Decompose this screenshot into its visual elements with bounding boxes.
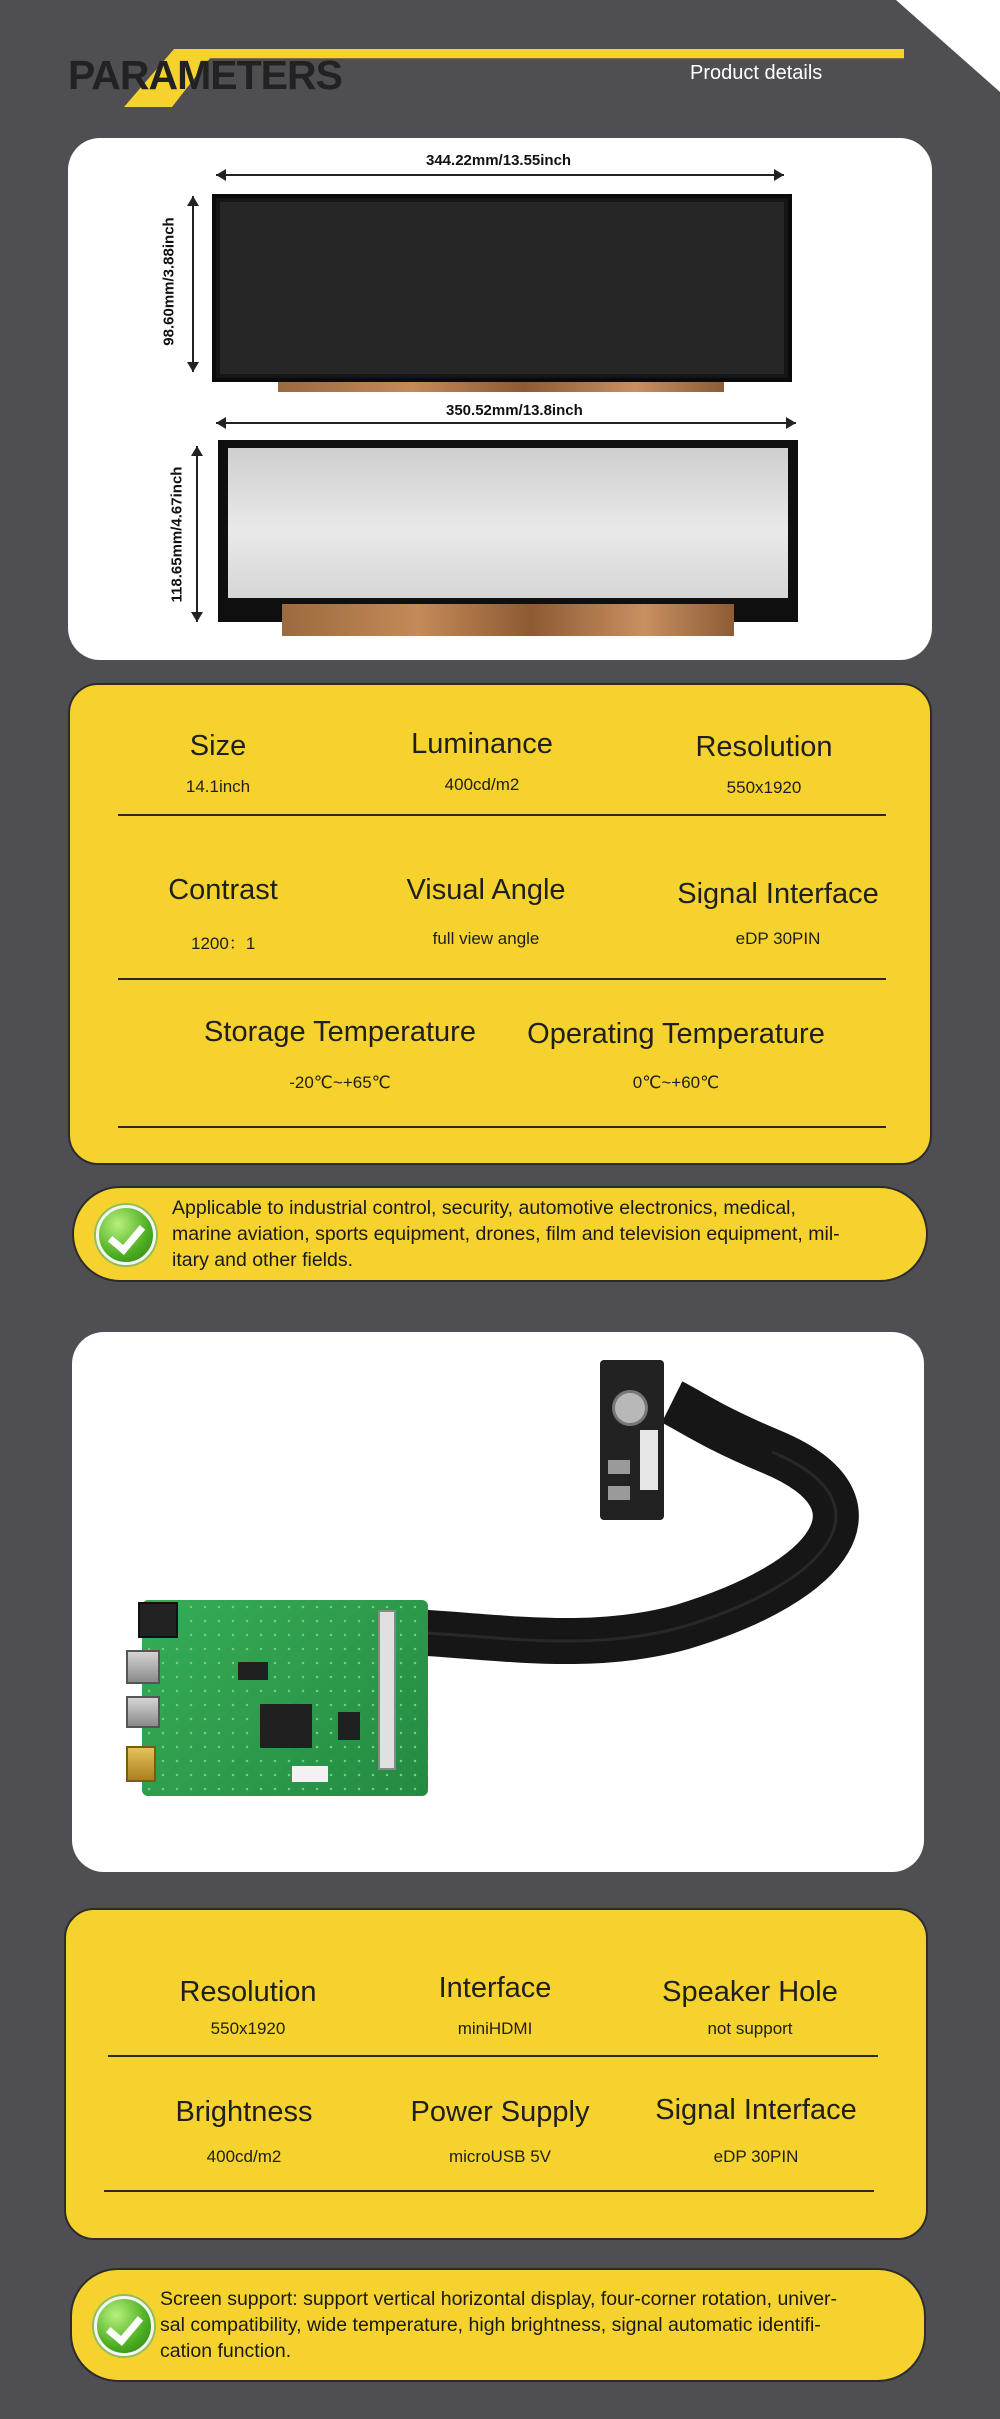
screen-support-note <box>70 2268 926 2382</box>
back-flex-cable <box>282 604 734 636</box>
spec-value: eDP 30PIN <box>735 929 821 948</box>
spec-value: full view angle <box>432 929 540 948</box>
spec-value: 0℃~+60℃ <box>632 1073 720 1092</box>
spec-label: Power Supply <box>410 2096 590 2128</box>
front-panel-image <box>212 194 792 382</box>
divider <box>118 814 886 816</box>
spec-luminance <box>382 728 582 795</box>
front-height-dimension-line <box>192 196 194 372</box>
screen-support-text: Screen support: support vertical horizontal display, four-corner rotation, univer- sal compatibility, wide temperature, high brightness, signal automatic identifi- cation function. <box>160 2288 838 2362</box>
spec-value: microUSB 5V <box>448 2147 552 2166</box>
fpc-connector <box>378 1610 396 1770</box>
spec-label: Brightness <box>175 2096 313 2128</box>
front-width-dimension-line <box>216 174 784 176</box>
divider <box>104 2190 874 2192</box>
spec-signal-interface <box>658 878 898 949</box>
spec-label: Operating Temperature <box>527 1018 825 1050</box>
spec-visual-angle <box>371 874 601 949</box>
board-spec-interface <box>395 1972 595 2039</box>
checkmark-icon <box>94 2296 154 2356</box>
page-subtitle: Product details <box>690 62 823 84</box>
board-spec-speaker-hole <box>640 1976 860 2039</box>
spec-label: Storage Temperature <box>204 1016 476 1048</box>
applications-note <box>72 1186 928 1282</box>
spec-operating-temperature <box>516 1018 836 1093</box>
spec-label: Resolution <box>179 1976 317 2008</box>
spec-value: 1200：1 <box>191 934 256 953</box>
back-height-dimension-line <box>196 446 198 622</box>
spec-value: miniHDMI <box>457 2019 533 2038</box>
spec-value: eDP 30PIN <box>713 2147 799 2166</box>
board-spec-signal-interface <box>636 2094 876 2167</box>
spec-value: 550x1920 <box>726 778 802 797</box>
spec-value: 400cd/m2 <box>444 775 520 794</box>
driver-board-image <box>142 1600 428 1796</box>
divider <box>108 2055 878 2057</box>
page-title: PARAMETERS <box>68 52 342 98</box>
spec-resolution <box>664 731 864 798</box>
driver-board-card <box>72 1332 924 1872</box>
usb-port-image <box>126 1650 160 1684</box>
spec-storage-temperature <box>190 1016 490 1093</box>
spec-label: Interface <box>438 1972 552 2004</box>
spec-label: Contrast <box>168 874 278 906</box>
spec-label: Luminance <box>411 728 553 760</box>
spec-label: Visual Angle <box>406 874 566 906</box>
spec-label: Size <box>189 730 247 762</box>
spec-size <box>118 730 318 797</box>
board-spec-power-supply <box>380 2096 620 2167</box>
checkmark-icon <box>96 1205 156 1265</box>
divider <box>118 1126 886 1128</box>
back-width-label: 350.52mm/13.8inch <box>446 402 583 419</box>
spec-value: not support <box>707 2019 793 2038</box>
divider <box>118 978 886 980</box>
spec-label: Signal Interface <box>655 2094 857 2126</box>
spec-contrast <box>108 874 338 954</box>
dimensions-card <box>68 138 932 660</box>
adapter-board-image <box>600 1360 664 1520</box>
back-width-dimension-line <box>216 422 796 424</box>
audio-jack-image <box>138 1602 178 1638</box>
board-spec-resolution <box>148 1976 348 2039</box>
spec-value: 550x1920 <box>210 2019 286 2038</box>
front-width-label: 344.22mm/13.55inch <box>426 152 572 169</box>
corner-decoration <box>896 0 1000 92</box>
spec-label: Resolution <box>695 731 833 763</box>
spec-value: 400cd/m2 <box>206 2147 282 2166</box>
usb-port-image <box>126 1696 160 1728</box>
back-height-label: 118.65mm/4.67inch <box>168 466 186 603</box>
applications-text: Applicable to industrial control, security, automotive electronics, medical, marine aviation, sports equipment, drones, film and television equipment, mil- itary and other fields. <box>172 1197 840 1271</box>
hdmi-port-image <box>126 1746 156 1782</box>
spec-value: 14.1inch <box>185 777 251 796</box>
main-chip <box>260 1704 312 1748</box>
board-spec-brightness <box>144 2096 344 2167</box>
spec-label: Signal Interface <box>677 878 879 910</box>
back-panel-image <box>218 440 798 622</box>
front-height-label: 98.60mm/3.88inch <box>160 217 178 346</box>
spec-label: Speaker Hole <box>662 1976 838 2008</box>
spec-value: -20℃~+65℃ <box>289 1073 391 1092</box>
